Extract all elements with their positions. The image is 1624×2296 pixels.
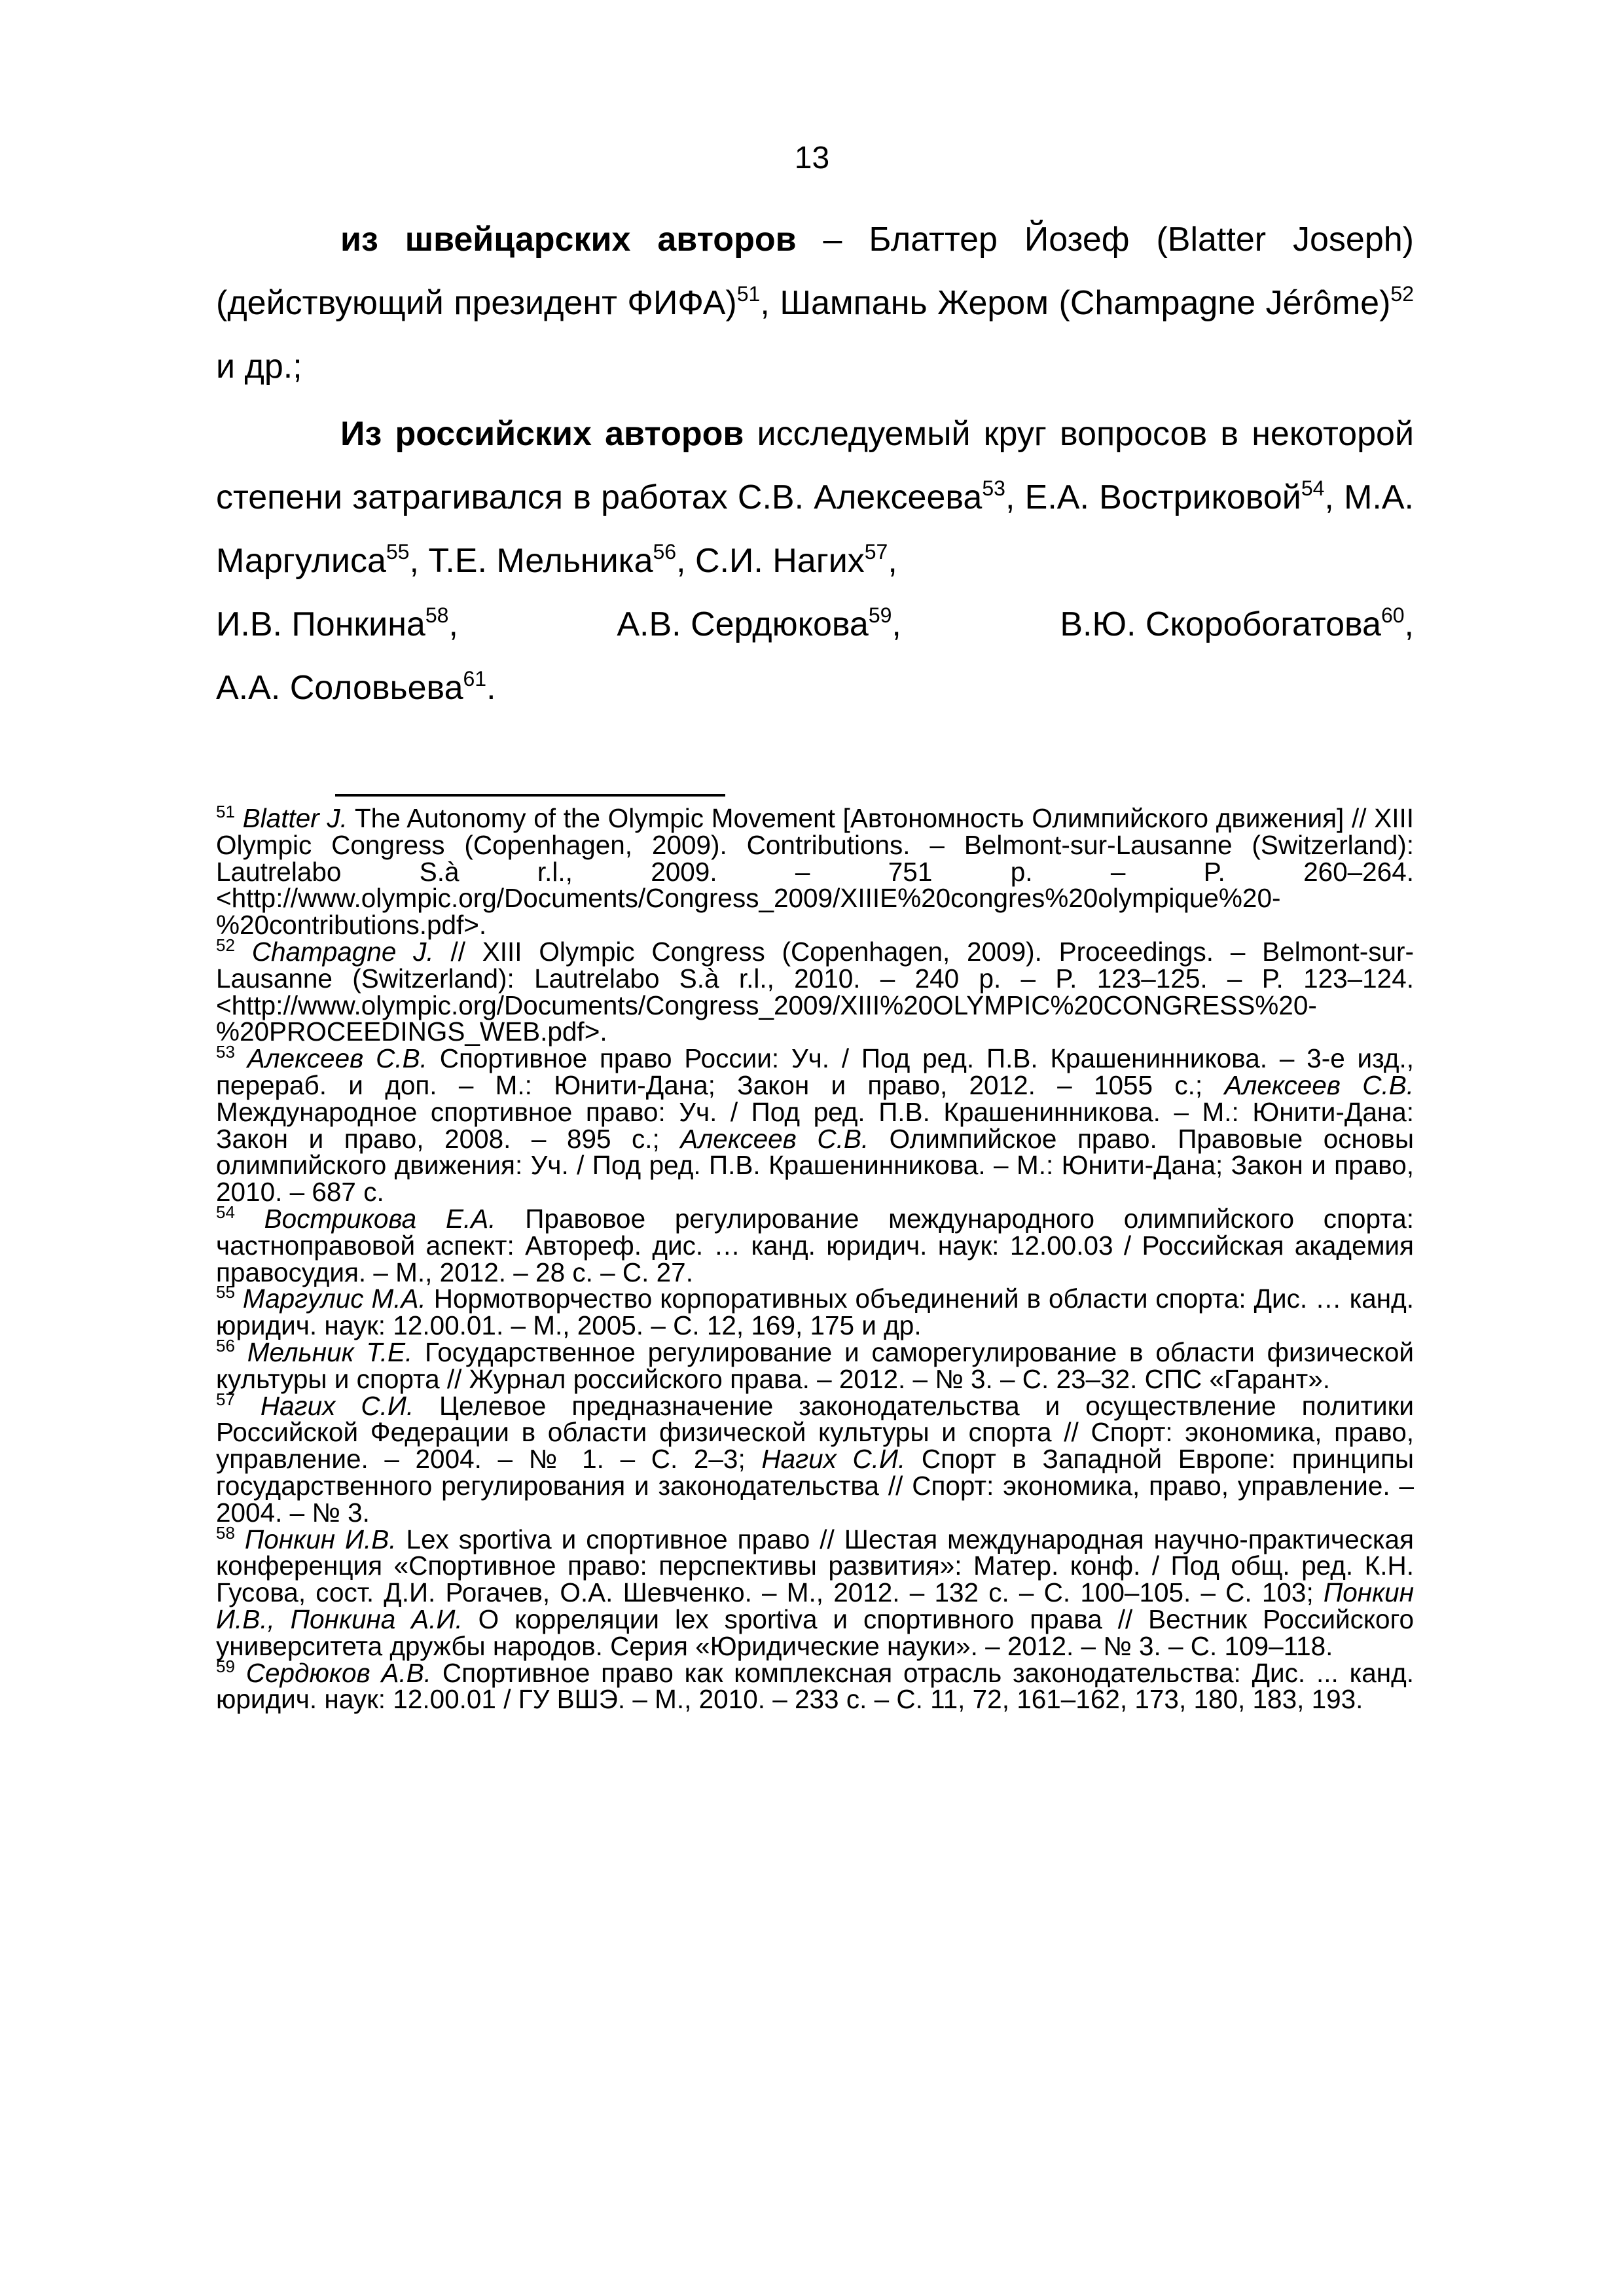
footnote-text: Lex sportiva и спортивное право // Шестая международная научно-практическая конференция «Спортивное право: перспективы развития»: Матер. конф. / Под общ. ред. К.Н. Гусова, сост. Д.И. Рогачев, О.А. Шевченко. – М., 2012. – 132 с. – С. 100–105. – С. 103; (216, 1524, 1414, 1608)
footnote-ref[interactable]: 52 (1390, 282, 1414, 306)
footnote-number: 53 (216, 1042, 235, 1062)
author-skorobogatov (1060, 593, 1414, 656)
author-name: А.В. Сердюкова (617, 605, 869, 643)
author-name: И.В. Понкина (216, 605, 425, 643)
footnote-author: Champagne J. (251, 936, 434, 967)
author-name: В.Ю. Скоробогатова (1060, 605, 1381, 643)
footnotes (216, 802, 1415, 1715)
footnote-text: Государственное регулирование и саморегулирование в области физической культуры и спорта // Журнал российского права. – 2012. – № 3. – С. 23–32. СПС «Гарант». (216, 1336, 1414, 1394)
author-name: А.А. Соловьева (216, 669, 463, 707)
text: , Е.А. Востриковой (1005, 478, 1301, 516)
footnote-52 (216, 935, 1414, 1047)
footnote-author: Понкин И.В. (244, 1524, 397, 1554)
footnote-author: Нагих С.И. (260, 1390, 414, 1421)
footnote-55 (216, 1282, 1414, 1341)
footnote-text: Правовое регулирование международного олимпийского спорта: частноправовой аспект: Автореф. дис. … канд. юридич. наук: 12.00.03 / Российская академия правосудия. – М., 2012. – 28 с. – С. 27. (216, 1203, 1414, 1287)
footnote-ref[interactable]: 54 (1301, 476, 1325, 500)
footnote-number: 56 (216, 1335, 235, 1355)
footnote-ref[interactable]: 51 (736, 282, 761, 306)
footnote-number: 54 (216, 1202, 235, 1222)
comma: , (1404, 605, 1414, 643)
footnote-text: // XIII Olympic Congress (Copenhagen, 2009). Proceedings. – Belmont-sur-Lausanne (Switzerland): Lautrelabo S.à r.l., 2010. – 240 p. – P. 123–125. – P. 123–124. <http://www.olympic.org/Documents/Congress_2009/XIII%20OLYMPIC%20CONGRESS%20-%20PROCEEDINGS_WEB.pdf>. (216, 936, 1414, 1047)
text: – Блаттер Йозеф (Blatter Joseph) (действующий президент ФИФА) (216, 221, 1414, 322)
footnote-ref[interactable]: 53 (982, 476, 1005, 500)
page-number: 13 (794, 141, 830, 175)
authors-line (216, 593, 1414, 656)
footnote-number: 51 (216, 802, 235, 821)
footnote-author: Алексеев С.В. (247, 1043, 427, 1074)
footnote-number: 58 (216, 1522, 235, 1543)
footnote-58 (216, 1522, 1414, 1661)
text: , Т.Е. Мельника (409, 542, 653, 580)
footnote-text: Международное спортивное право: Уч. / Под ред. П.В. Крашенинникова. – М.: Юнити-Дана: Закон и право, 2008. – 895 с.; (216, 1096, 1414, 1154)
text: , С.И. Нагих (676, 542, 865, 580)
footnote-author: Вострикова Е.А. (264, 1203, 496, 1234)
footnote-ref[interactable]: 60 (1380, 603, 1405, 627)
footnote-author: Алексеев С.В. (680, 1123, 869, 1154)
footnote-author: Сердюков А.В. (245, 1657, 432, 1688)
footnote-56 (216, 1335, 1414, 1394)
text: , М.А. Маргулиса (216, 478, 1414, 580)
author-ponkin (216, 593, 458, 656)
paragraph-russian-authors (216, 403, 1414, 593)
comma: , (892, 605, 901, 643)
text: исследуемый круг вопросов в некоторой степени затрагивался в работах С.В. Алексеева (216, 415, 1414, 516)
footnote-ref[interactable]: 61 (463, 667, 487, 691)
author-serdyukov (617, 593, 901, 656)
footnote-number: 59 (216, 1656, 235, 1676)
footnote-author: Blatter J. (242, 803, 348, 833)
footnote-text: О корреляции lex sportiva и спортивного права // Вестник Российского университета дружбы народов. Серия «Юридические науки». – 2012. – № 3. – С. 109–118. (216, 1604, 1414, 1661)
footnote-text: Спорт в Западной Европе: принципы государственного регулирования и законодательства // Спорт: экономика, право, управление. – 2004. – № 3. (216, 1444, 1415, 1528)
footnote-text: Спортивное право как комплексная отрасль законодательства: Дис. ... канд. юридич. наук: 12.00.01 / ГУ ВШЭ. – М., 2010. – 233 с. – С. 11, 72, 161–162, 173, 180, 183, 193. (216, 1657, 1414, 1715)
footnote-54 (216, 1202, 1414, 1287)
footnote-ref[interactable]: 56 (653, 540, 677, 564)
footnote-59 (216, 1656, 1414, 1715)
footnote-author: Мельник Т.Е. (247, 1336, 413, 1367)
main-text (216, 208, 1414, 720)
footnote-number: 55 (216, 1282, 235, 1302)
footnote-57 (216, 1389, 1415, 1528)
comma: , (448, 605, 458, 643)
footnote-text: Спортивное право России: Уч. / Под ред. П.В. Крашенинникова. – 3-е изд., перераб. и доп. – М.: Юнити-Дана; Закон и право, 2012. – 1055 с.; (216, 1043, 1414, 1100)
footnote-ref[interactable]: 59 (868, 603, 892, 627)
paragraph-swiss-authors (216, 208, 1414, 399)
footnote-author: Маргулис М.А. (242, 1283, 426, 1314)
last-line (216, 656, 1414, 720)
text: , Шампань Жером (Champagne Jérôme) (760, 284, 1391, 322)
text: , (888, 542, 897, 580)
footnote-number: 57 (216, 1389, 235, 1409)
text: и др.; (216, 348, 302, 386)
footnote-ref[interactable]: 57 (864, 540, 888, 564)
footnote-ref[interactable]: 55 (386, 540, 410, 564)
paragraph-lead: из швейцарских авторов (340, 221, 797, 259)
footnote-51 (216, 802, 1414, 941)
footnote-53 (216, 1042, 1414, 1208)
footnote-number: 52 (216, 935, 235, 955)
footnote-text: Целевое предназначение законодательства и осуществление политики Российской Федерации в области физической культуры и спорта // Спорт: экономика, право, управление. – 2004. – № 1. – С. 2–3; (216, 1390, 1414, 1475)
footnote-text: The Autonomy of the Olympic Movement [Автономность Олимпийского движения] // XIII Olympic Congress (Copenhagen, 2009). Contributions. – Belmont-sur-Lausanne (Switzerland): Lautrelabo S.à r.l., 2009. – 751 p. – P. 260–264. <http://www.olympic.org/Documents/Congress_2009/XIIIE%20congres%20olympique%20-%20contributions.pdf>. (216, 803, 1414, 941)
footnote-author: Нагих С.И. (761, 1444, 906, 1475)
footnote-ref[interactable]: 58 (425, 603, 449, 627)
period: . (486, 669, 496, 707)
footnote-text: Олимпийское право. Правовые основы олимпийского движения: Уч. / Под ред. П.В. Крашенинникова. – М.: Юнити-Дана; Закон и право, 2010. – 687 с. (216, 1123, 1414, 1208)
footnote-text: Нормотворчество корпоративных объединений в области спорта: Дис. … канд. юридич. наук: 12.00.01. – М., 2005. – С. 12, 169, 175 и др. (216, 1283, 1414, 1341)
footnote-author: Алексеев С.В. (1224, 1069, 1414, 1100)
footnote-separator (335, 794, 725, 797)
footnote-author: Понкин И.В., Понкина А.И. (216, 1577, 1414, 1634)
paragraph-lead: Из российских авторов (340, 415, 744, 453)
